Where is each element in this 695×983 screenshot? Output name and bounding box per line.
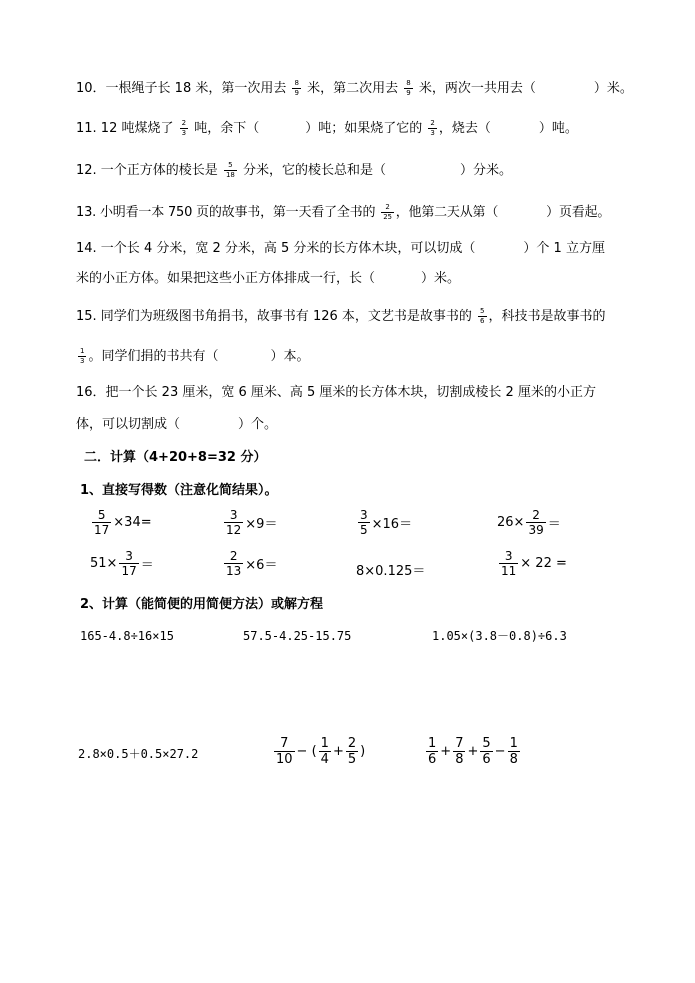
question-11: 11. 12 吨煤烧了 $\frac{2}{3}$ 吨，余下（ ）吨；如果烧了它的 $\frac{2}{3}$ ，烧去（ ）吨。 [76, 119, 578, 137]
calc-expression-5: $\frac{7}{10}$ − ( $\frac{1}{4}$ + $\frac{2}{5}$ ) [276, 736, 366, 767]
fraction: $\frac{2}{39}$ [528, 508, 544, 537]
fraction: $\frac{3}{17}$ [121, 549, 137, 578]
question-12: 12. 一个正方体的棱长是 $\frac{5}{18}$ 分米，它的棱长总和是（ ）分米。 [76, 161, 513, 179]
calc-expression-1: 165-4.8÷16×15 [80, 629, 174, 643]
fraction: $\frac{5}{18}$ [225, 161, 235, 179]
question-14-line-2: 米的小正方体。如果把这些小正方体排成一行，长（ ）米。 [76, 271, 461, 286]
fraction: $\frac{8}{9}$ [294, 79, 299, 97]
direct-item-7: 8×0.125＝ [356, 564, 426, 579]
fraction: $\frac{2}{3}$ [430, 119, 435, 137]
direct-item-4: 26× $\frac{2}{39}$ ＝ [497, 508, 561, 537]
subsection-1-title: 1、直接写得数（注意化简结果）。 [80, 483, 278, 498]
question-15-line-1: 15. 同学们为班级图书角捐书，故事书有 126 本，文艺书是故事书的 $\frac{5}{6}$ ，科技书是故事书的 [76, 307, 606, 325]
direct-item-6: $\frac{2}{13}$ ×6＝ [226, 549, 278, 578]
fraction: $\frac{1}{4}$ [320, 736, 329, 767]
fraction: $\frac{5}{6}$ [480, 307, 485, 325]
calc-expression-4: 2.8×0.5＋0.5×27.2 [78, 747, 199, 761]
fraction: $\frac{8}{9}$ [406, 79, 411, 97]
calc-expression-6: $\frac{1}{6}$ + $\frac{7}{8}$ + $\frac{5}{6}$ − $\frac{1}{8}$ [428, 736, 518, 767]
question-16-line-1: 16．把一个长 23 厘米，宽 6 厘米、高 5 厘米的长方体木块，切割成棱长 2 厘米的小正方 [76, 385, 596, 400]
calc-expression-3: 1.05×(3.8－0.8)÷6.3 [432, 629, 567, 643]
section-2-title: 二．计算（4+20+8=32 分） [84, 450, 267, 465]
fraction: $\frac{1}{3}$ [80, 347, 85, 365]
question-14-line-1: 14. 一个长 4 分米，宽 2 分米，高 5 分米的长方体木块，可以切成（ ）个 1 立方厘 [76, 241, 605, 256]
fraction: $\frac{7}{10}$ [276, 736, 293, 767]
fraction: $\frac{2}{3}$ [181, 119, 187, 137]
fraction: $\frac{5}{17}$ [94, 508, 110, 537]
fraction: $\frac{5}{6}$ [482, 736, 491, 767]
subsection-2-title: 2、计算（能简便的用简便方法）或解方程 [80, 597, 324, 612]
direct-item-2: $\frac{3}{12}$ ×9＝ [226, 508, 278, 537]
direct-item-5: 51× $\frac{3}{17}$ ＝ [90, 549, 154, 578]
question-15-line-2: $\frac{1}{3}$ 。同学们捐的书共有（ ）本。 [80, 347, 310, 365]
fraction: $\frac{1}{8}$ [509, 736, 518, 767]
fraction: $\frac{2}{25}$ [383, 203, 392, 221]
direct-item-3: $\frac{3}{5}$ ×16＝ [360, 508, 413, 537]
fraction: $\frac{2}{5}$ [347, 736, 357, 767]
direct-item-1: $\frac{5}{17}$ ×34= [94, 508, 152, 537]
fraction: $\frac{7}{8}$ [455, 736, 464, 767]
fraction: $\frac{3}{5}$ [360, 508, 368, 537]
fraction: $\frac{1}{6}$ [428, 736, 437, 767]
fraction: $\frac{3}{12}$ [226, 508, 242, 537]
calc-expression-2: 57.5-4.25-15.75 [243, 629, 352, 643]
direct-item-8: $\frac{3}{11}$ × 22 = [501, 549, 567, 578]
fraction: $\frac{3}{11}$ [501, 549, 517, 578]
question-13: 13. 小明看一本 750 页的故事书，第一天看了全书的 $\frac{2}{25}$ ，他第二天从第（ ）页看起。 [76, 203, 611, 221]
question-16-line-2: 体，可以切割成（ ）个。 [76, 417, 278, 432]
question-10: 10．一根绳子长 18 米，第一次用去 $\frac{8}{9}$ 米，第二次用去 $\frac{8}{9}$ 米，两次一共用去（ ）米。 [76, 79, 633, 97]
fraction: $\frac{2}{13}$ [226, 549, 242, 578]
